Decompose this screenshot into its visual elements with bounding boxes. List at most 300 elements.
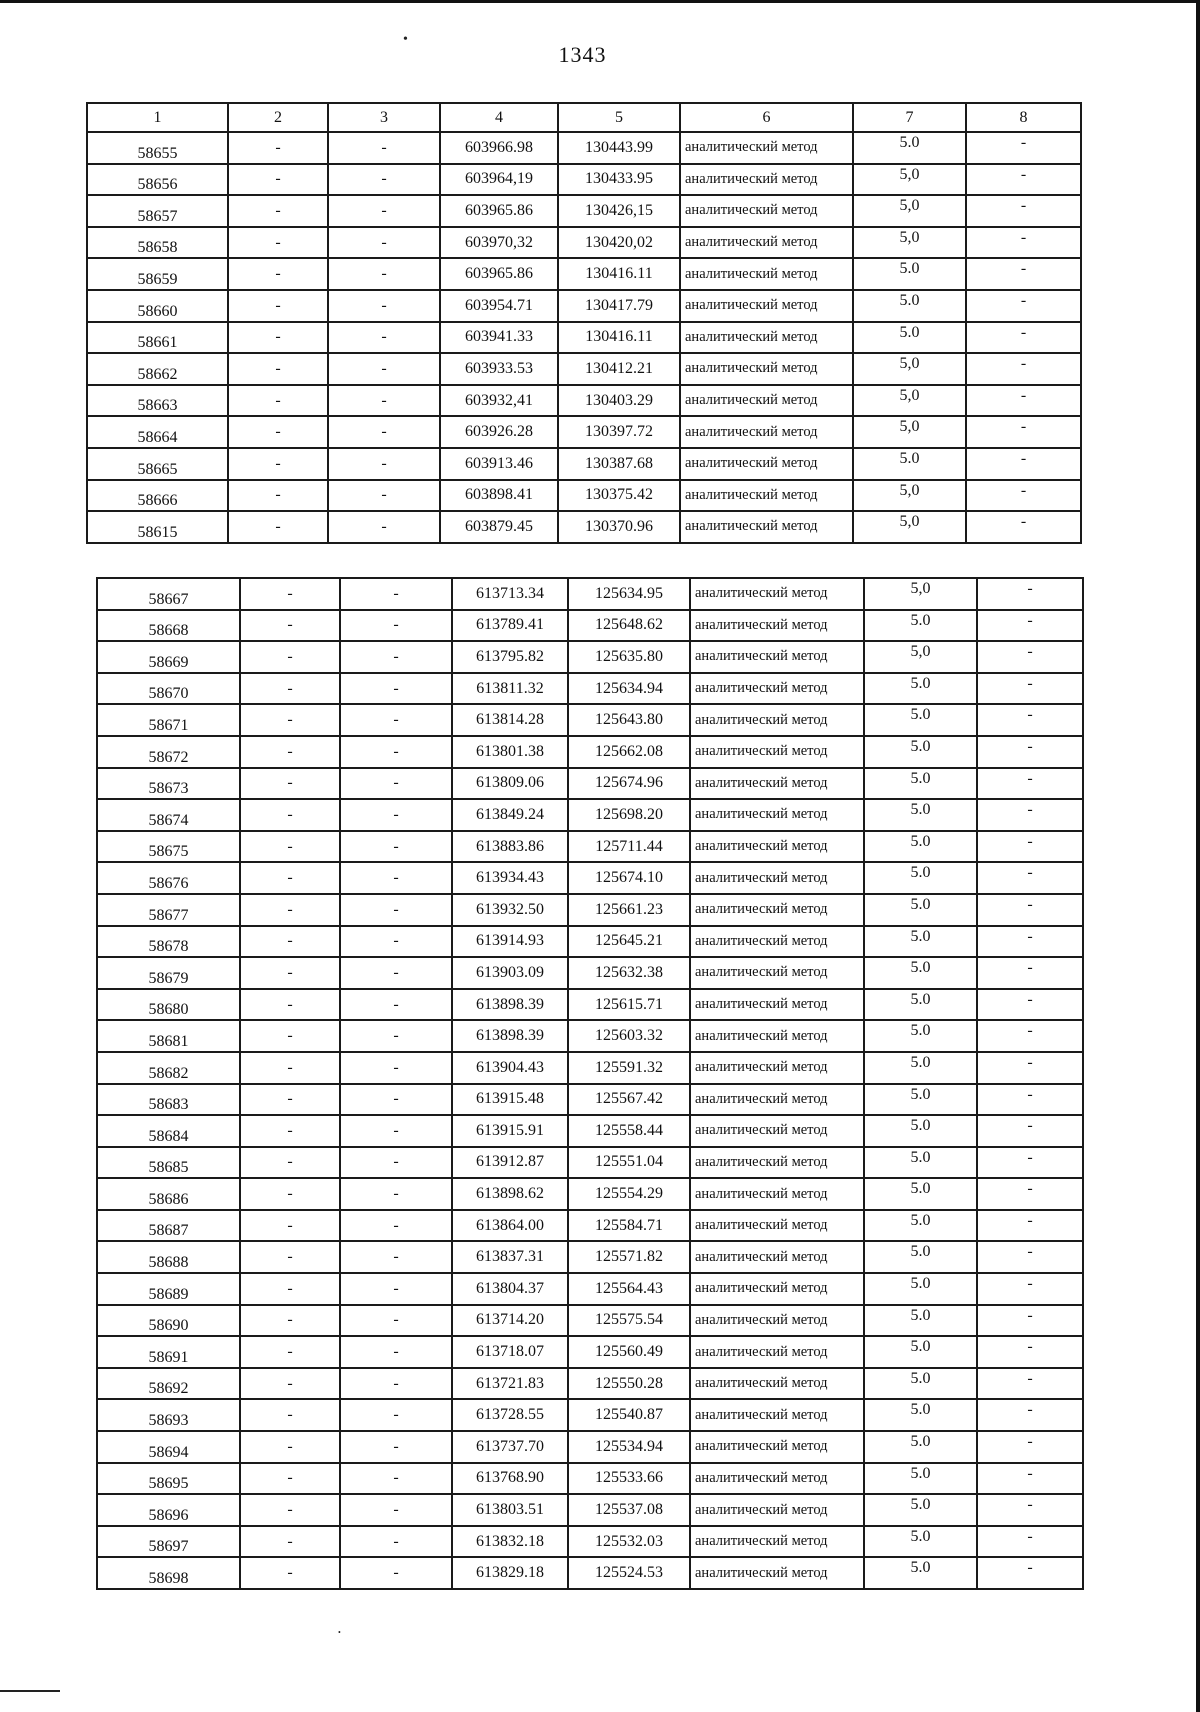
table-cell: 613932.50	[452, 894, 568, 926]
table-cell: 125661.23	[568, 894, 690, 926]
table-cell: 5.0	[853, 322, 966, 354]
table-cell: 5.0	[864, 894, 977, 926]
table-cell: аналитический метод	[690, 831, 864, 863]
table-cell: -	[340, 1399, 452, 1431]
table-cell: -	[977, 1368, 1083, 1400]
table-cell: аналитический метод	[690, 641, 864, 673]
table-cell: -	[977, 1115, 1083, 1147]
table-cell: 58672	[97, 736, 240, 768]
table-row	[87, 511, 1081, 543]
table-cell: аналитический метод	[690, 894, 864, 926]
table-cell: 613898.39	[452, 989, 568, 1021]
table-cell: -	[240, 1115, 340, 1147]
table-cell: 613864.00	[452, 1210, 568, 1242]
table-cell: 125571.82	[568, 1241, 690, 1273]
column-header: 6	[680, 103, 853, 132]
table-cell: -	[240, 1463, 340, 1495]
table-row	[87, 132, 1081, 164]
table-cell: 5,0	[853, 227, 966, 259]
table-cell: 5.0	[853, 258, 966, 290]
table-cell: -	[240, 989, 340, 1021]
table-cell: -	[340, 1052, 452, 1084]
table-cell: 613803.51	[452, 1494, 568, 1526]
table-cell: -	[966, 448, 1081, 480]
table-cell: аналитический метод	[690, 989, 864, 1021]
table-cell: 58698	[97, 1557, 240, 1589]
table-cell: -	[340, 957, 452, 989]
table-cell: 58686	[97, 1178, 240, 1210]
column-header: 5	[558, 103, 680, 132]
table-cell: -	[977, 1526, 1083, 1558]
table-cell: -	[977, 799, 1083, 831]
scan-speck: •	[338, 1628, 341, 1637]
column-header: 3	[328, 103, 440, 132]
table-cell: -	[340, 926, 452, 958]
table-cell: 5.0	[864, 768, 977, 800]
table-cell: 613915.48	[452, 1084, 568, 1116]
table-cell: -	[977, 1052, 1083, 1084]
table-cell: 58660	[87, 290, 228, 322]
table-cell: -	[228, 290, 328, 322]
table-cell: 5.0	[864, 957, 977, 989]
table-cell: 613898.39	[452, 1020, 568, 1052]
table-cell: -	[340, 1305, 452, 1337]
table-cell: -	[228, 511, 328, 543]
table-cell: -	[977, 894, 1083, 926]
table-cell: -	[240, 831, 340, 863]
table-row	[87, 416, 1081, 448]
table-cell: 58682	[97, 1052, 240, 1084]
table-cell: -	[340, 610, 452, 642]
table-cell: 125554.29	[568, 1178, 690, 1210]
table-cell: -	[340, 768, 452, 800]
table-cell: 58677	[97, 894, 240, 926]
table-cell: -	[966, 258, 1081, 290]
table-cell: -	[240, 1241, 340, 1273]
table-cell: -	[240, 610, 340, 642]
table-cell: аналитический метод	[690, 1178, 864, 1210]
table-cell: 5.0	[864, 989, 977, 1021]
table-cell: -	[228, 416, 328, 448]
table-row	[97, 1557, 1083, 1589]
table-cell: 613789.41	[452, 610, 568, 642]
table-cell: аналитический метод	[690, 926, 864, 958]
table-cell: 58657	[87, 195, 228, 227]
table-cell: 58690	[97, 1305, 240, 1337]
table-cell: 125560.49	[568, 1336, 690, 1368]
table-cell: 130397.72	[558, 416, 680, 448]
table-cell: 130426,15	[558, 195, 680, 227]
page-number: 1343	[558, 42, 607, 67]
table-cell: -	[240, 957, 340, 989]
table-cell: 130375.42	[558, 480, 680, 512]
table-cell: 130416.11	[558, 322, 680, 354]
table-cell: -	[340, 1526, 452, 1558]
table-row	[87, 480, 1081, 512]
table-row	[97, 1463, 1083, 1495]
table-cell: -	[240, 1431, 340, 1463]
table-cell: аналитический метод	[680, 195, 853, 227]
table-cell: 125662.08	[568, 736, 690, 768]
table-cell: -	[977, 641, 1083, 673]
table-cell: -	[340, 736, 452, 768]
table-cell: 5.0	[864, 1336, 977, 1368]
table-row	[97, 799, 1083, 831]
table-cell: -	[240, 1368, 340, 1400]
table-cell: -	[977, 1431, 1083, 1463]
table-cell: 5.0	[864, 862, 977, 894]
table-cell: -	[340, 1368, 452, 1400]
table-cell: -	[977, 957, 1083, 989]
table-cell: 58695	[97, 1463, 240, 1495]
table-cell: 125550.28	[568, 1368, 690, 1400]
table-cell: 130420,02	[558, 227, 680, 259]
table-cell: -	[340, 578, 452, 610]
table-row	[97, 1241, 1083, 1273]
table-cell: 603932,41	[440, 385, 558, 417]
table-cell: 613934.43	[452, 862, 568, 894]
table-cell: 613804.37	[452, 1273, 568, 1305]
table-cell: 58674	[97, 799, 240, 831]
table-cell: -	[340, 894, 452, 926]
table-cell: -	[340, 1463, 452, 1495]
table-cell: -	[977, 1305, 1083, 1337]
table-cell: -	[228, 258, 328, 290]
table-cell: -	[328, 511, 440, 543]
table-cell: 5.0	[864, 1368, 977, 1400]
table-cell: 58675	[97, 831, 240, 863]
table-cell: 58661	[87, 322, 228, 354]
table-cell: 603966.98	[440, 132, 558, 164]
table-cell: -	[340, 1273, 452, 1305]
table-cell: -	[340, 1241, 452, 1273]
table-cell: 125567.42	[568, 1084, 690, 1116]
table-cell: аналитический метод	[680, 132, 853, 164]
table-cell: аналитический метод	[690, 1084, 864, 1116]
scan-speck: •	[403, 32, 408, 47]
table-cell: 130370.96	[558, 511, 680, 543]
table-cell: аналитический метод	[690, 1526, 864, 1558]
table-cell: 130416.11	[558, 258, 680, 290]
table-cell: 603879.45	[440, 511, 558, 543]
table-cell: -	[977, 736, 1083, 768]
table-cell: 5.0	[864, 673, 977, 705]
table-cell: 5,0	[853, 353, 966, 385]
table-cell: 613811.32	[452, 673, 568, 705]
table-cell: 5.0	[864, 1084, 977, 1116]
table-row	[97, 1368, 1083, 1400]
table-cell: -	[340, 1431, 452, 1463]
table-cell: -	[977, 1336, 1083, 1368]
table-cell: 58680	[97, 989, 240, 1021]
column-header: 4	[440, 103, 558, 132]
table-cell: 125534.94	[568, 1431, 690, 1463]
table-cell: -	[240, 862, 340, 894]
table-cell: 58671	[97, 704, 240, 736]
table-cell: -	[240, 641, 340, 673]
table-row	[97, 1526, 1083, 1558]
table-cell: 613837.31	[452, 1241, 568, 1273]
table-cell: аналитический метод	[690, 1305, 864, 1337]
table-header-row	[87, 103, 1081, 132]
table-row	[97, 1178, 1083, 1210]
table-row	[97, 831, 1083, 863]
table-cell: 613728.55	[452, 1399, 568, 1431]
table-cell: 613915.91	[452, 1115, 568, 1147]
table-cell: 58687	[97, 1210, 240, 1242]
table-cell: -	[977, 1084, 1083, 1116]
table-cell: 58668	[97, 610, 240, 642]
table-cell: аналитический метод	[680, 322, 853, 354]
table-cell: 58656	[87, 164, 228, 196]
table-cell: -	[977, 926, 1083, 958]
table-cell: 603941.33	[440, 322, 558, 354]
table-cell: 125591.32	[568, 1052, 690, 1084]
table-cell: аналитический метод	[690, 1115, 864, 1147]
table-cell: -	[240, 1084, 340, 1116]
table-cell: 125698.20	[568, 799, 690, 831]
table-row	[87, 322, 1081, 354]
table-cell: 125584.71	[568, 1210, 690, 1242]
table-cell: -	[328, 448, 440, 480]
table-cell: -	[340, 1020, 452, 1052]
table-cell: -	[340, 1494, 452, 1526]
table-cell: -	[228, 132, 328, 164]
table-row	[87, 448, 1081, 480]
table-row	[87, 227, 1081, 259]
table-cell: 125524.53	[568, 1557, 690, 1589]
table-cell: аналитический метод	[690, 1052, 864, 1084]
table-cell: аналитический метод	[690, 862, 864, 894]
table-cell: 58679	[97, 957, 240, 989]
table-cell: 603970,32	[440, 227, 558, 259]
table-cell: -	[328, 195, 440, 227]
table-cell: -	[966, 132, 1081, 164]
table-row	[97, 894, 1083, 926]
table-cell: -	[240, 1336, 340, 1368]
table-cell: 613814.28	[452, 704, 568, 736]
table-cell: -	[977, 862, 1083, 894]
table-cell: аналитический метод	[690, 1368, 864, 1400]
table-cell: -	[340, 1084, 452, 1116]
table-cell: -	[340, 799, 452, 831]
table-cell: 5,0	[853, 416, 966, 448]
table-cell: 125537.08	[568, 1494, 690, 1526]
table-cell: -	[240, 768, 340, 800]
table-cell: 58693	[97, 1399, 240, 1431]
table-row	[97, 1210, 1083, 1242]
table-cell: -	[240, 894, 340, 926]
table-cell: 58665	[87, 448, 228, 480]
table-cell: -	[328, 258, 440, 290]
table-cell: 125634.95	[568, 578, 690, 610]
table-cell: 125674.96	[568, 768, 690, 800]
table-cell: аналитический метод	[680, 448, 853, 480]
table-cell: -	[977, 704, 1083, 736]
table-cell: 5.0	[864, 1241, 977, 1273]
table-cell: 125533.66	[568, 1463, 690, 1495]
table-cell: 125674.10	[568, 862, 690, 894]
table-cell: аналитический метод	[680, 416, 853, 448]
table-row	[97, 1494, 1083, 1526]
table-cell: -	[228, 227, 328, 259]
table-cell: аналитический метод	[690, 1336, 864, 1368]
scan-right-edge	[1196, 0, 1200, 1712]
column-header: 2	[228, 103, 328, 132]
table-cell: 58673	[97, 768, 240, 800]
table-cell: аналитический метод	[680, 290, 853, 322]
table-cell: -	[228, 385, 328, 417]
table-row	[87, 164, 1081, 196]
table-cell: -	[977, 1241, 1083, 1273]
table-cell: -	[977, 578, 1083, 610]
table-cell: 58694	[97, 1431, 240, 1463]
table-cell: 613721.83	[452, 1368, 568, 1400]
table-cell: аналитический метод	[690, 1431, 864, 1463]
table-cell: 613914.93	[452, 926, 568, 958]
table-cell: 5.0	[864, 1431, 977, 1463]
table-cell: -	[977, 1147, 1083, 1179]
table-cell: 613832.18	[452, 1526, 568, 1558]
scan-bottom-mark	[0, 1690, 60, 1692]
table-cell: 613737.70	[452, 1431, 568, 1463]
table-row	[97, 1147, 1083, 1179]
table-cell: 5,0	[853, 511, 966, 543]
table-cell: -	[328, 353, 440, 385]
table-cell: -	[328, 322, 440, 354]
table-cell: -	[340, 1210, 452, 1242]
table-cell: 5.0	[864, 926, 977, 958]
table-row	[87, 258, 1081, 290]
table-cell: 58662	[87, 353, 228, 385]
table-cell: аналитический метод	[690, 1210, 864, 1242]
table-cell: -	[977, 1210, 1083, 1242]
table-cell: 130412.21	[558, 353, 680, 385]
table-cell: 5.0	[864, 1052, 977, 1084]
table-cell: -	[340, 989, 452, 1021]
table-cell: 613809.06	[452, 768, 568, 800]
table-cell: 613829.18	[452, 1557, 568, 1589]
table-cell: аналитический метод	[690, 799, 864, 831]
table-cell: 58691	[97, 1336, 240, 1368]
table-cell: -	[340, 862, 452, 894]
column-header: 1	[87, 103, 228, 132]
table-cell: 58659	[87, 258, 228, 290]
table-cell: аналитический метод	[690, 957, 864, 989]
table-row	[97, 1020, 1083, 1052]
table-cell: 5.0	[864, 1147, 977, 1179]
table-cell: аналитический метод	[690, 1399, 864, 1431]
table-row	[97, 768, 1083, 800]
table-row	[87, 290, 1081, 322]
table-cell: 58663	[87, 385, 228, 417]
table-cell: -	[966, 353, 1081, 385]
table-cell: 603898.41	[440, 480, 558, 512]
table-cell: 130433.95	[558, 164, 680, 196]
table-cell: 603965.86	[440, 195, 558, 227]
table-cell: -	[977, 1399, 1083, 1431]
table-cell: 130443.99	[558, 132, 680, 164]
table-cell: 5,0	[853, 164, 966, 196]
table-cell: 613883.86	[452, 831, 568, 863]
table-cell: 58666	[87, 480, 228, 512]
table-cell: 5.0	[864, 831, 977, 863]
table-cell: -	[240, 1305, 340, 1337]
table-cell: -	[328, 164, 440, 196]
table-cell: -	[966, 290, 1081, 322]
table-cell: 125615.71	[568, 989, 690, 1021]
table-cell: 125540.87	[568, 1399, 690, 1431]
table-cell: 58678	[97, 926, 240, 958]
table-cell: 58615	[87, 511, 228, 543]
table-cell: -	[240, 1526, 340, 1558]
table-cell: -	[966, 227, 1081, 259]
table-cell: 125551.04	[568, 1147, 690, 1179]
table-row	[87, 195, 1081, 227]
table-row	[97, 578, 1083, 610]
table-row	[97, 1336, 1083, 1368]
table-row	[87, 353, 1081, 385]
table-cell: -	[966, 480, 1081, 512]
table-cell: 5.0	[864, 1178, 977, 1210]
column-header: 7	[853, 103, 966, 132]
table-cell: -	[228, 480, 328, 512]
table-cell: 5,0	[853, 195, 966, 227]
table-cell: аналитический метод	[680, 258, 853, 290]
table-cell: 58692	[97, 1368, 240, 1400]
table-cell: аналитический метод	[690, 704, 864, 736]
table-cell: 5.0	[864, 610, 977, 642]
table-row	[97, 736, 1083, 768]
table-cell: 613768.90	[452, 1463, 568, 1495]
table-cell: 5.0	[864, 736, 977, 768]
table-cell: 125632.38	[568, 957, 690, 989]
table-cell: 58664	[87, 416, 228, 448]
table-cell: 125564.43	[568, 1273, 690, 1305]
table-cell: 58670	[97, 673, 240, 705]
table-cell: 613714.20	[452, 1305, 568, 1337]
table-cell: аналитический метод	[680, 227, 853, 259]
table-cell: -	[240, 673, 340, 705]
table-row	[97, 1305, 1083, 1337]
table-cell: -	[977, 1273, 1083, 1305]
table-cell: 5,0	[853, 480, 966, 512]
table-cell: 58658	[87, 227, 228, 259]
table-cell: 125532.03	[568, 1526, 690, 1558]
table-cell: -	[340, 641, 452, 673]
table-cell: 5.0	[853, 448, 966, 480]
table-cell: -	[240, 736, 340, 768]
table-cell: 5.0	[864, 1399, 977, 1431]
table-cell: 58684	[97, 1115, 240, 1147]
table-cell: -	[240, 704, 340, 736]
table-cell: аналитический метод	[690, 768, 864, 800]
table-cell: -	[228, 448, 328, 480]
table-cell: аналитический метод	[690, 610, 864, 642]
table-cell: аналитический метод	[690, 736, 864, 768]
table-cell: -	[240, 1052, 340, 1084]
table-cell: -	[966, 195, 1081, 227]
table-cell: аналитический метод	[690, 1273, 864, 1305]
table-row	[97, 641, 1083, 673]
table-cell: 603913.46	[440, 448, 558, 480]
table-cell: -	[977, 768, 1083, 800]
table-cell: -	[240, 1494, 340, 1526]
table-cell: -	[328, 290, 440, 322]
table-cell: 5.0	[864, 1526, 977, 1558]
table-cell: 5.0	[864, 1463, 977, 1495]
table-row	[97, 1273, 1083, 1305]
